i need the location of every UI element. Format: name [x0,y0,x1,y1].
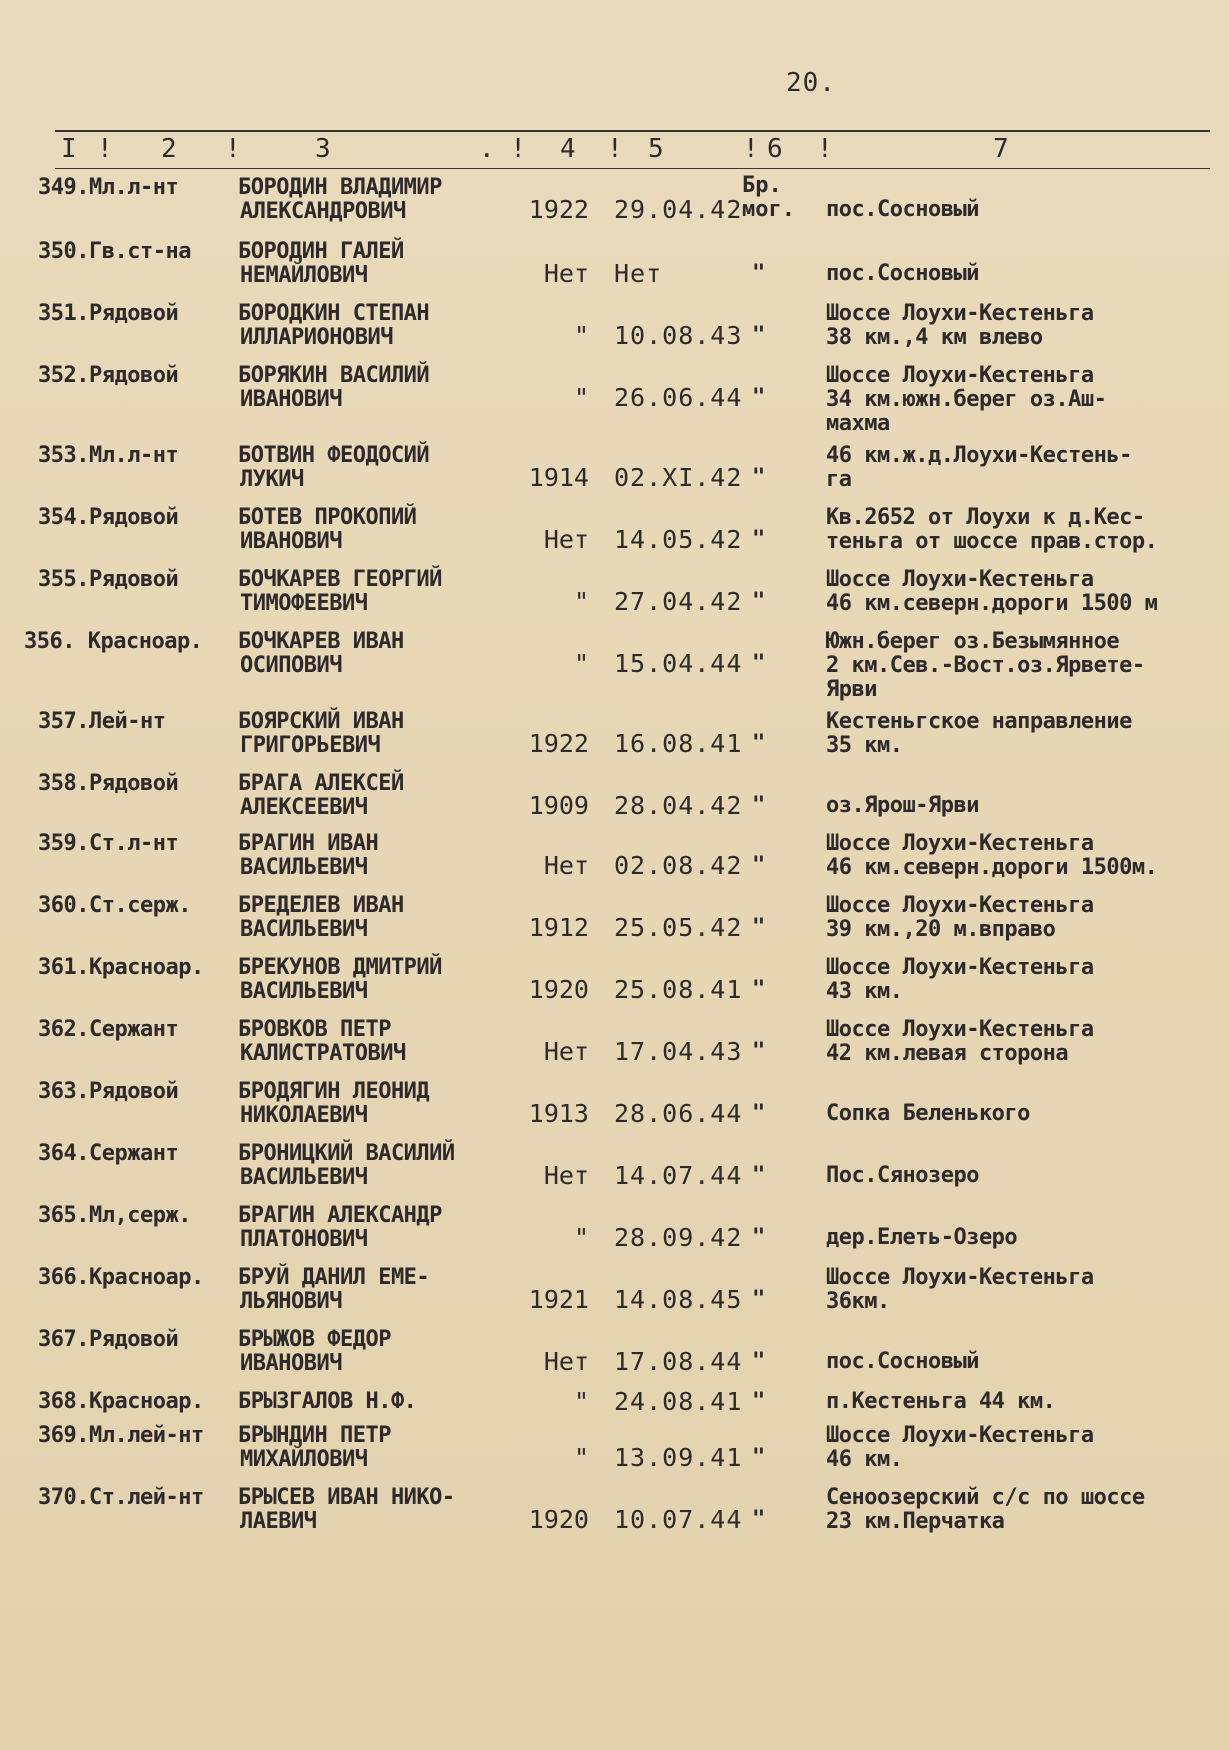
record-row [0,1262,1229,1324]
record-burial-type: " [752,731,766,756]
record-surname: БОРОДИН ВЛАДИМИР [238,175,442,200]
record-birth-year: 1913 [528,1099,589,1128]
record-row [0,360,1229,440]
record-burial-place [826,1226,1017,1250]
header-sep: ! [225,134,241,164]
record-patronymic: ВАСИЛЬЕВИЧ [240,855,368,880]
record-death-date: 10.08.43 [614,321,743,350]
record-number-rank: 357.Лей-нт [38,709,166,734]
record-surname: БРАГИН ИВАН [238,831,379,856]
record-row [0,236,1229,298]
record-number-rank: 361.Красноар. [38,955,204,980]
record-birth-year: " [573,321,589,350]
record-death-date: 24.08.41 [614,1387,743,1416]
record-burial-place [826,302,1094,350]
record-death-date: 14.08.45 [614,1285,743,1314]
record-surname: БОТВИН ФЕОДОСИЙ [238,443,430,468]
record-number-rank: 360.Ст.серж. [38,893,191,918]
record-name [238,1390,416,1414]
record-row [0,440,1229,502]
record-name [238,1424,391,1472]
record-name [238,772,404,820]
burial-place-line: га [826,467,852,492]
record-death-date: 17.04.43 [614,1037,743,1066]
record-death-date: 28.04.42 [614,791,743,820]
record-surname: БРАГА АЛЕКСЕЙ [238,771,404,796]
record-birth-year: Нет [543,1037,589,1066]
record-surname: БРЫЖОВ ФЕДОР [238,1327,391,1352]
record-row [0,564,1229,626]
record-number-rank: 367.Рядовой [38,1327,179,1352]
burial-type-line: мог. [742,197,795,222]
record-burial-place [826,1424,1094,1472]
record-burial-type: " [752,1163,766,1188]
record-death-date: 16.08.41 [614,729,743,758]
record-burial-type: " [752,853,766,878]
record-surname: БРАГИН АЛЕКСАНДР [238,1203,442,1228]
record-patronymic: ВАСИЛЬЕВИЧ [240,1165,368,1190]
record-number-rank: 359.Ст.л-нт [38,831,179,856]
record-death-date: 14.07.44 [614,1161,743,1190]
burial-type-line: Бр. [742,173,782,198]
record-death-date: 17.08.44 [614,1347,743,1376]
header-col7: 7 [993,134,1009,164]
column-header-row [55,132,1210,166]
record-number-rank: 370.Ст.лей-нт [38,1485,204,1510]
record-death-date: 26.06.44 [614,383,743,412]
record-row [0,502,1229,564]
record-number-rank: 362.Сержант [38,1017,179,1042]
burial-place-line: 46 км.северн.дороги 1500м. [826,855,1158,880]
burial-place-line: 39 км.,20 м.вправо [826,917,1056,942]
record-name [238,1328,391,1376]
record-patronymic: АЛЕКСАНДРОВИЧ [240,199,406,224]
record-surname: БОЯРСКИЙ ИВАН [238,709,404,734]
burial-place-line: Кестеньгское направление [826,709,1132,734]
record-burial-place [826,444,1132,492]
record-name [238,956,442,1004]
record-death-date: 02.08.42 [614,851,743,880]
burial-place-line: Шоссе Лоухи-Кестеньга [826,1265,1094,1290]
record-number-rank: 358.Рядовой [38,771,179,796]
page-number: 20. [786,68,836,98]
record-patronymic: ТИМОФЕЕВИЧ [240,591,368,616]
record-surname: БРЫЗГАЛОВ Н.Ф. [238,1389,417,1414]
header-col6: 6 [767,134,783,164]
record-patronymic: ГРИГОРЬЕВИЧ [240,733,381,758]
record-birth-year: " [573,1443,589,1472]
record-burial-type: " [752,915,766,940]
header-sep: ! [817,134,833,164]
record-birth-year: 1921 [528,1285,589,1314]
record-birth-year: " [573,1387,589,1416]
record-surname: БОРОДИН ГАЛЕЙ [238,239,404,264]
record-surname: БРЕДЕЛЕВ ИВАН [238,893,404,918]
record-death-date: 10.07.44 [614,1505,743,1534]
record-number-rank: 356. Красноар. [24,629,203,654]
burial-place-line: 46 км. [826,1447,903,1472]
header-col2: 2 [161,134,177,164]
record-burial-place [826,506,1157,554]
header-rule-bottom [55,168,1210,169]
burial-place-line: 46 км.ж.д.Лоухи-Кестень- [826,443,1132,468]
record-number-rank: 363.Рядовой [38,1079,179,1104]
record-burial-place [826,956,1094,1004]
record-name [238,630,404,678]
record-row [0,172,1229,236]
record-list [0,172,1229,1544]
record-burial-place [826,1390,1055,1414]
record-number-rank: 369.Мл.лей-нт [38,1423,204,1448]
record-burial-type: " [752,1507,766,1532]
record-burial-type: " [752,977,766,1002]
record-number-rank: 355.Рядовой [38,567,179,592]
burial-place-line: пос.Сосновый [826,1349,979,1374]
record-burial-type: " [752,1349,766,1374]
record-death-date: 28.09.42 [614,1223,743,1252]
record-birth-year: 1922 [528,729,589,758]
record-number-rank: 364.Сержант [38,1141,179,1166]
record-patronymic: ИВАНОВИЧ [240,1351,342,1376]
burial-place-line: Пос.Сянозеро [826,1163,979,1188]
record-death-date: 27.04.42 [614,587,743,616]
record-burial-type: " [752,1389,766,1414]
burial-place-line: Шоссе Лоухи-Кестеньга [826,1423,1094,1448]
record-burial-place [826,710,1132,758]
record-number-rank: 350.Гв.ст-на [38,239,191,264]
record-burial-type: " [752,1225,766,1250]
record-burial-place [826,198,979,222]
record-burial-place [826,630,1145,702]
record-burial-type: " [752,1445,766,1470]
record-row [0,828,1229,890]
burial-place-line: дер.Елеть-Озеро [826,1225,1018,1250]
burial-place-line: 43 км. [826,979,903,1004]
burial-place-line: Ярви [826,677,877,702]
record-name [238,832,378,880]
record-birth-year: 1909 [528,791,589,820]
record-death-date: 29.04.42 [614,195,743,224]
burial-place-line: Кв.2652 от Лоухи к д.Кес- [826,505,1145,530]
record-death-date: 28.06.44 [614,1099,743,1128]
record-name [238,1266,429,1314]
record-burial-place [826,794,979,818]
record-row [0,1200,1229,1262]
burial-place-line: оз.Ярош-Ярви [826,793,979,818]
record-patronymic: ВАСИЛЬЕВИЧ [240,979,368,1004]
record-name [238,568,442,616]
record-patronymic: ЛЬЯНОВИЧ [240,1289,342,1314]
record-death-date: 02.XI.42 [614,463,743,492]
record-birth-year: " [573,649,589,678]
record-burial-place [826,262,979,286]
record-surname: БОТЕВ ПРОКОПИЙ [238,505,417,530]
record-burial-place [826,1266,1094,1314]
record-surname: БРУЙ ДАНИЛ ЕМЕ- [238,1265,430,1290]
record-burial-type: " [752,1287,766,1312]
burial-place-line: 35 км. [826,733,903,758]
record-row [0,1386,1229,1420]
header-sep: . ! [479,134,526,164]
record-death-date: 14.05.42 [614,525,743,554]
record-burial-place [826,1102,1030,1126]
burial-place-line: Шоссе Лоухи-Кестеньга [826,831,1094,856]
record-birth-year: 1922 [528,195,589,224]
burial-place-line: 23 км.Перчатка [826,1509,1005,1534]
record-birth-year: 1920 [528,975,589,1004]
record-number-rank: 353.Мл.л-нт [38,443,179,468]
record-birth-year: 1920 [528,1505,589,1534]
header-sep: ! [607,134,623,164]
record-death-date: 13.09.41 [614,1443,743,1472]
header-sep: ! [97,134,113,164]
record-name [238,710,404,758]
record-patronymic: МИХАЙЛОВИЧ [240,1447,368,1472]
record-burial-place [826,568,1157,616]
record-number-rank: 354.Рядовой [38,505,179,530]
record-patronymic: НЕМАЙЛОВИЧ [240,263,368,288]
record-burial-type: " [752,385,766,410]
record-birth-year: 1914 [528,463,589,492]
record-patronymic: ПЛАТОНОВИЧ [240,1227,368,1252]
record-death-date: 25.08.41 [614,975,743,1004]
record-burial-type: " [752,261,766,286]
burial-place-line: Шоссе Лоухи-Кестеньга [826,1017,1094,1042]
record-name [238,240,404,288]
record-surname: БОРОДКИН СТЕПАН [238,301,430,326]
record-patronymic: ИЛЛАРИОНОВИЧ [240,325,393,350]
burial-place-line: пос.Сосновый [826,197,979,222]
burial-place-line: 36км. [826,1289,890,1314]
record-number-rank: 352.Рядовой [38,363,179,388]
record-row [0,1420,1229,1482]
record-burial-type: " [752,527,766,552]
record-burial-type: " [752,651,766,676]
record-surname: БРЫСЕВ ИВАН НИКО- [238,1485,455,1510]
record-birth-year: Нет [543,1347,589,1376]
record-patronymic: ЛУКИЧ [240,467,304,492]
burial-place-line: Сеноозерский с/с по шоссе [826,1485,1145,1510]
record-row [0,1482,1229,1544]
record-birth-year: " [573,383,589,412]
record-number-rank: 368.Красноар. [38,1389,204,1414]
record-burial-type [742,174,795,222]
record-row [0,706,1229,768]
record-patronymic: ОСИПОВИЧ [240,653,342,678]
record-surname: БРЫНДИН ПЕТР [238,1423,391,1448]
record-name [238,364,429,412]
record-number-rank: 365.Мл,серж. [38,1203,191,1228]
record-death-date: 15.04.44 [614,649,743,678]
record-patronymic: ВАСИЛЬЕВИЧ [240,917,368,942]
header-sep: ! [743,134,759,164]
record-number-rank: 366.Красноар. [38,1265,204,1290]
record-row [0,1076,1229,1138]
record-row [0,952,1229,1014]
burial-place-line: пос.Сосновый [826,261,979,286]
record-surname: БОРЯКИН ВАСИЛИЙ [238,363,430,388]
record-burial-type: " [752,465,766,490]
record-name [238,1018,406,1066]
record-birth-year: " [573,587,589,616]
record-burial-place [826,364,1106,436]
record-surname: БРОНИЦКИЙ ВАСИЛИЙ [238,1141,455,1166]
record-patronymic: ИВАНОВИЧ [240,387,342,412]
record-row [0,890,1229,952]
record-row [0,1324,1229,1386]
record-burial-place [826,1350,979,1374]
record-burial-place [826,832,1157,880]
record-row [0,768,1229,828]
record-patronymic: КАЛИСТРАТОВИЧ [240,1041,406,1066]
record-burial-place [826,1164,979,1188]
burial-place-line: 38 км.,4 км влево [826,325,1043,350]
burial-place-line: махма [826,411,890,436]
burial-place-line: теньга от шоссе прав.стор. [826,529,1158,554]
record-patronymic: НИКОЛАЕВИЧ [240,1103,368,1128]
burial-place-line: Сопка Беленького [826,1101,1030,1126]
record-birth-year: " [573,1223,589,1252]
record-burial-type: " [752,1039,766,1064]
record-birth-year: Нет [543,1161,589,1190]
record-name [238,1486,455,1534]
header-col1: I [61,134,77,164]
record-death-date: Нет [614,259,663,288]
record-birth-year: Нет [543,259,589,288]
burial-place-line: Шоссе Лоухи-Кестеньга [826,893,1094,918]
record-burial-type: " [752,589,766,614]
record-name [238,506,416,554]
record-burial-type: " [752,1101,766,1126]
record-row [0,1138,1229,1200]
burial-place-line: Южн.берег оз.Безымянное [826,629,1120,654]
record-name [238,1204,442,1252]
record-name [238,176,442,224]
record-birth-year: Нет [543,851,589,880]
record-row [0,626,1229,706]
record-burial-place [826,894,1094,942]
record-name [238,1142,455,1190]
record-burial-type: " [752,323,766,348]
header-col4: 4 [560,134,576,164]
record-surname: БРОДЯГИН ЛЕОНИД [238,1079,430,1104]
record-name [238,302,429,350]
record-birth-year: 1912 [528,913,589,942]
record-number-rank: 351.Рядовой [38,301,179,326]
record-patronymic: АЛЕКСЕЕВИЧ [240,795,368,820]
header-col5: 5 [648,134,664,164]
record-surname: БРОВКОВ ПЕТР [238,1017,391,1042]
burial-place-line: 46 км.северн.дороги 1500 м [826,591,1158,616]
burial-place-line: Шоссе Лоухи-Кестеньга [826,301,1094,326]
record-burial-type: " [752,793,766,818]
record-surname: БРЕКУНОВ ДМИТРИЙ [238,955,442,980]
record-burial-place [826,1486,1145,1534]
burial-place-line: Шоссе Лоухи-Кестеньга [826,363,1094,388]
record-row [0,298,1229,360]
record-name [238,1080,429,1128]
burial-place-line: 42 км.левая сторона [826,1041,1069,1066]
record-birth-year: Нет [543,525,589,554]
record-surname: БОЧКАРЕВ ИВАН [238,629,404,654]
burial-place-line: п.Кестеньга 44 км. [826,1389,1056,1414]
record-patronymic: ИВАНОВИЧ [240,529,342,554]
burial-place-line: Шоссе Лоухи-Кестеньга [826,955,1094,980]
header-col3: 3 [315,134,331,164]
record-burial-place [826,1018,1094,1066]
record-number-rank: 349.Мл.л-нт [38,175,179,200]
record-row [0,1014,1229,1076]
burial-place-line: Шоссе Лоухи-Кестеньга [826,567,1094,592]
record-name [238,894,404,942]
burial-place-line: 34 км.южн.берег оз.Аш- [826,387,1107,412]
record-patronymic: ЛАЕВИЧ [240,1509,317,1534]
record-name [238,444,429,492]
burial-place-line: 2 км.Сев.-Вост.оз.Ярвете- [826,653,1145,678]
record-death-date: 25.05.42 [614,913,743,942]
record-surname: БОЧКАРЕВ ГЕОРГИЙ [238,567,442,592]
